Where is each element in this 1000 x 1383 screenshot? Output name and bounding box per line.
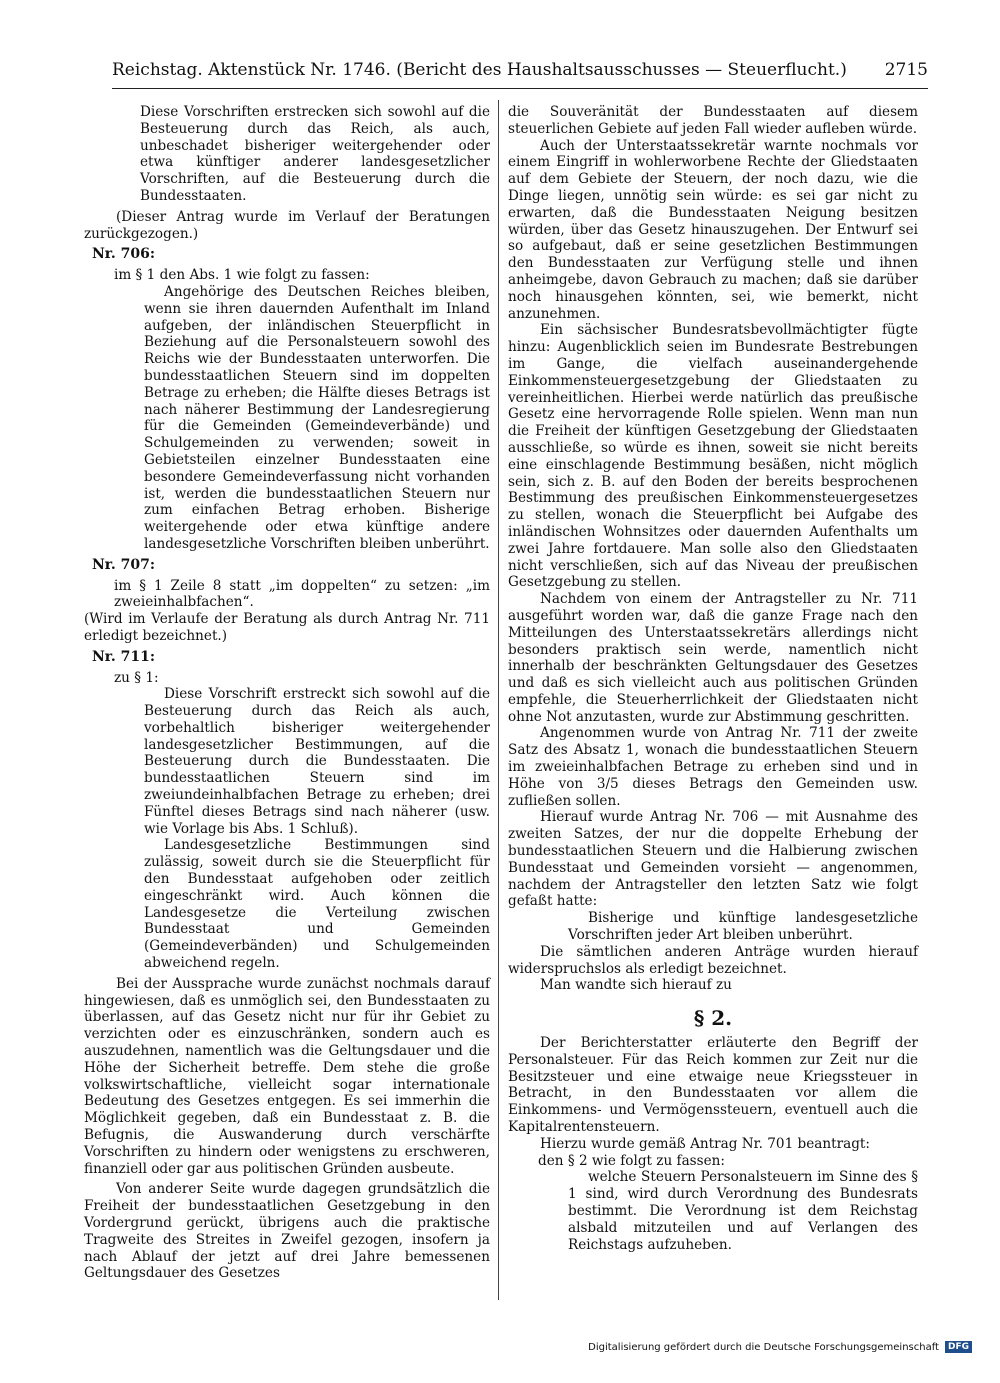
paragraph: Nachdem von einem der Antragsteller zu Nr. 711 ausgeführt worden war, daß die ganze Frage nach den Mitteilungen des Unterstaatssekretärs allerdings nicht besonders praktisch sein werde, namentlich nicht innerhalb der beschränkten Geltungsdauer des Gesetzes und daß es sich vielleicht auch aus politischen Gründen empfehle, die Steuerherrlichkeit der Gliedstaaten nicht ohne Not anzutasten, wurde zur Abstimmung geschritten. — [508, 591, 918, 725]
paragraph: die Souveränität der Bundesstaaten auf diesem steuerlichen Gebiete auf jeden Fall wieder aufleben würde. — [508, 104, 918, 137]
paragraph: Ein sächsischer Bundesratsbevollmächtigter fügte hinzu: Augenblicklich seien im Bundesrate Bestrebungen im Gange, die vielfach auseinandergehende Einkommensteuergesetzgebung der Gliedstaaten zu vereinheitlichen. Hierbei werde natürlich das preußische Gesetz eine hervorragende Rolle spielen. Wenn man nun die Freiheit der künftigen Gesetzgebung der Gliedstaaten ausschließe, so würde es ihnen, soweit sie nicht bereits eine einschlagende Bestimmung besäßen, nicht möglich sein, sich z. B. auf den Boden der bereits besprochenen Bestimmung des preußischen Einkommensteuergesetzes zu stellen, wonach die Steuerpflicht bei Aufgabe des inländischen Wohnsitzes oder dauernden Aufenthalts um zwei Jahre fortdauere. Man solle also den Gliedstaaten nicht verschließen, sich auf das Niveau der preußischen Gesetzgebung zu stellen. — [508, 322, 918, 591]
motion-number: Nr. 707: — [92, 556, 156, 573]
paragraph: Diese Vorschrift erstreckt sich sowohl auf die Besteuerung durch das Reich als auch, vorbehaltlich bisheriger weitergehender landesgesetzlicher Bestimmungen, auf die Besteuerung durch die Bundesstaaten. Die bundesstaatlichen Steuern sind im zweiundeinhalbfachen Betrage zu erheben; drei Fünftel dieses Betrags sind nach näherer (usw. wie Vorlage bis Abs. 1 Schluß). — [144, 686, 490, 837]
paragraph: im § 1 Zeile 8 statt „im doppelten“ zu setzen: „im zweieinhalbfachen“. — [114, 577, 490, 611]
paragraph: Angenommen wurde von Antrag Nr. 711 der zweite Satz des Absatz 1, wonach die bundesstaatlichen Steuern im zweieinhalbfachen Betrage zu erheben sind und in Höhe von 3/5 dieses Betrags den Gemeinden usw. zufließen sollen. — [508, 725, 918, 809]
paragraph: Die sämtlichen anderen Anträge wurden hierauf widerspruchslos als erledigt bezeichnet. — [508, 943, 918, 977]
paragraph: Diese Vorschriften erstrecken sich sowohl auf die Besteuerung durch das Reich, als auch, unbeschadet bisheriger weitergehender oder etwa künftiger anderer landesgesetzlicher Vorschriften, auf die Besteuerung durch die Bundesstaaten. — [140, 104, 490, 204]
paragraph: Von anderer Seite wurde dagegen grundsätzlich die Freiheit der bundesstaatlichen Gesetzgebung in den Vordergrund gerückt, übrigens auch die praktische Tragweite des Streites in Zweifel gezogen, insofern ja nach Ablauf der jetzt auf drei Jahre bemessenen Geltungsdauer des Gesetzes — [84, 1181, 490, 1282]
paragraph: im § 1 den Abs. 1 wie folgt zu fassen: — [114, 267, 370, 284]
dfg-logo: DFG — [945, 1341, 972, 1353]
page-header — [112, 60, 928, 80]
paragraph: Hierauf wurde Antrag Nr. 706 — mit Ausnahme des zweiten Satzes, der nur die doppelte Erhebung der bundesstaatlichen Steuern und die Halbierung zwischen Bundesstaat und Gemeinden vorsieht — angenommen, nachdem der Antragsteller den letzten Satz wie folgt gefaßt hatte: — [508, 809, 918, 910]
paragraph: Man wandte sich hierauf zu — [540, 977, 732, 994]
paragraph: Bei der Aussprache wurde zunächst nochmals darauf hingewiesen, daß es unmöglich sei, den Bundesstaaten zu überlassen, auf das Gesetz nicht nur für ihr Gebiet zu verzichten oder es einzuschränken, sondern auch es auszudehnen, namentlich was die Geltungsdauer und die Höhe der Sicherheit betreffe. Dem stehe die große volkswirtschaftliche, vielleicht sogar internationale Bedeutung des Gesetzes entgegen. Es sei immerhin die Möglichkeit gegeben, daß ein Bundesstaat z. B. die Befugnis, die Auswanderung durch verschärfte Vorschriften zu hindern oder wenigstens zu erschweren, finanziell oder gar aus politischen Gründen ausbeute. — [84, 975, 490, 1177]
motion-number: Nr. 711: — [92, 648, 156, 665]
paragraph: den § 2 wie folgt zu fassen: — [538, 1152, 726, 1169]
column-divider — [498, 100, 499, 1300]
paragraph: Hierzu wurde gemäß Antrag Nr. 701 beantragt: — [540, 1135, 870, 1152]
paragraph: (Wird im Verlaufe der Beratung als durch Antrag Nr. 711 erledigt bezeichnet.) — [84, 611, 490, 644]
page-number: 2715 — [884, 60, 928, 80]
paragraph: Landesgesetzliche Bestimmungen sind zulässig, soweit durch sie die Steuerpflicht für den Bundesstaat aufgehoben oder zeitlich eingeschränkt wird. Auch können die Landesgesetze die Verteilung zwischen Bundesstaat und Gemeinden (Gemeindeverbänden) und Schulgemeinden abweichend regeln. — [144, 837, 490, 972]
section-heading: § 2. — [693, 1006, 733, 1031]
paragraph: Auch der Unterstaatssekretär warnte nochmals vor einem Eingriff in wohlerworbene Rechte der Gliedstaaten auf dem Gebiete der Steuern, der noch dazu, wie die Dinge liegen, unnötig sein würde: es sei gar nicht zu erwarten, daß die Bundesstaaten Neigung besitzen würden, über das Gesetz hinauszugehen. Der Entwurf sei so aufgebaut, daß er seine gesetzlichen Bestimmungen den Bundesstaaten zur Verfügung stelle und ihnen anheimgebe, davon Gebrauch zu machen; daß sie darüber noch hinausgehen könnten, sei, wie bemerkt, nicht anzunehmen. — [508, 137, 918, 322]
quoted-text: welche Steuern Personalsteuern im Sinne des § 1 sind, wird durch Verordnung des Bundesrats bestimmt. Die Verordnung ist dem Reichstag alsbald mitzuteilen und auf Verlangen des Reichstags aufzuheben. — [568, 1169, 918, 1253]
footer-text: Digitalisierung gefördert durch die Deutsche Forschungsgemeinschaft — [588, 1341, 939, 1353]
left-column — [84, 104, 490, 1282]
footer — [588, 1341, 972, 1353]
paragraph: zu § 1: — [114, 669, 159, 686]
paragraph: Der Berichterstatter erläuterte den Begriff der Personalsteuer. Für das Reich kommen zur Zeit nur die Besitzsteuer und eine etwaige neue Kriegssteuer in Betracht, in den Bundesstaaten vor allem die Einkommens- und Vermögenssteuern, eventuell auch die Kapitalrentensteuern. — [508, 1035, 918, 1136]
right-column — [508, 104, 918, 1253]
paragraph: (Dieser Antrag wurde im Verlauf der Beratungen zurückgezogen.) — [84, 208, 490, 242]
paragraph: Angehörige des Deutschen Reiches bleiben, wenn sie ihren dauernden Aufenthalt im Inland aufgeben, der inländischen Steuerpflicht in Beziehung auf die Personalsteuern sowohl des Reichs wie der Bundesstaaten unterworfen. Die bundesstaatlichen Steuern sind im doppelten Betrage zu erheben; die Hälfte dieses Betrags ist nach näherer Bestimmung der Landesregierung für die Gemeinden (Gemeindeverbände) und Schulgemeinden zu verwenden; soweit in Gebietsteilen einzelner Bundesstaaten eine besondere Gemeindeverfassung nicht vorhanden ist, werden die bundesstaatlichen Steuern nur zum einfachen Betrag erhoben. Bisherige weitergehende oder etwa künftige andere landesgesetzliche Vorschriften bleiben unberührt. — [144, 283, 490, 552]
motion-number: Nr. 706: — [92, 246, 156, 263]
quoted-text: Bisherige und künftige landesgesetzliche Vorschriften jeder Art bleiben unberührt. — [568, 910, 918, 944]
running-title: Reichstag. Aktenstück Nr. 1746. (Bericht des Haushaltsausschusses — Steuerflucht.) — [112, 60, 847, 80]
header-rule — [112, 88, 928, 89]
